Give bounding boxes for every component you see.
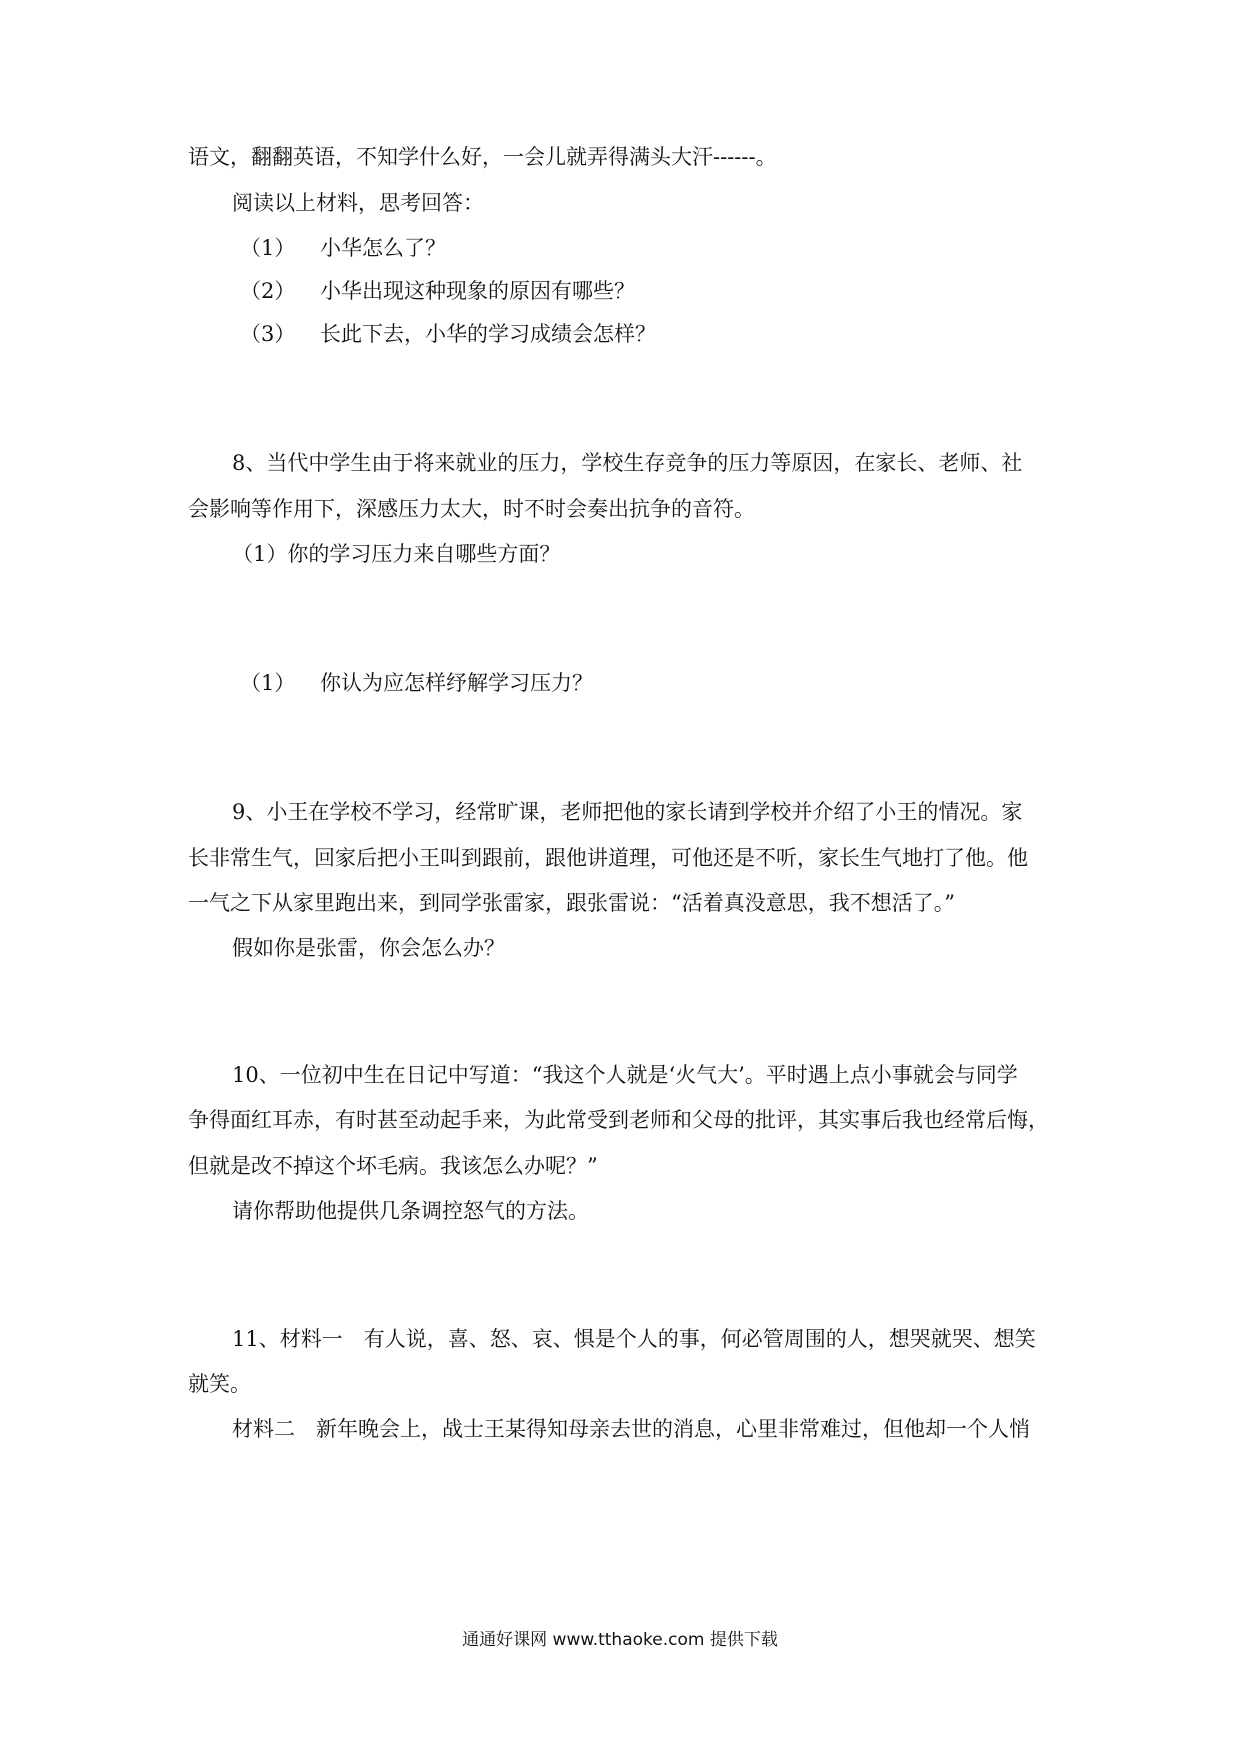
question-text: 小华怎么了？ bbox=[320, 236, 446, 260]
q10-line-3: 但就是改不掉这个坏毛病。我该怎么办呢？” bbox=[188, 1154, 598, 1178]
q9-line-1: 9、小王在学校不学习，经常旷课，老师把他的家长请到学校并介绍了小王的情况。家 bbox=[232, 800, 1023, 824]
q9-line-3: 一气之下从家里跑出来，到同学张雷家，跟张雷说：“活着真没意思，我不想活了。” bbox=[188, 891, 955, 915]
question-number: （3） bbox=[240, 322, 296, 346]
q8-subquestion-1: （1）你的学习压力来自哪些方面？ bbox=[232, 542, 561, 566]
q8-subquestion-2-number: （1） bbox=[240, 671, 296, 695]
question-text: 长此下去，小华的学习成绩会怎样？ bbox=[320, 322, 656, 346]
q10-line-2: 争得面红耳赤，有时甚至动起手来，为此常受到老师和父母的批评，其实事后我也经常后悔， bbox=[188, 1108, 1049, 1132]
q9-line-2: 长非常生气，回家后把小王叫到跟前，跟他讲道理，可他还是不听，家长生气地打了他。他 bbox=[188, 846, 1028, 870]
intro-prompt: 阅读以上材料，思考回答： bbox=[232, 191, 484, 215]
q10-question: 请你帮助他提供几条调控怒气的方法。 bbox=[232, 1199, 589, 1223]
q8-line-2: 会影响等作用下，深感压力太大，时不时会奏出抗争的音符。 bbox=[188, 497, 755, 521]
question-number: （2） bbox=[240, 279, 296, 303]
intro-continuation-line: 语文，翻翻英语，不知学什么好，一会儿就弄得满头大汗------。 bbox=[188, 145, 777, 169]
q11-line-2: 就笑。 bbox=[188, 1372, 251, 1396]
q11-line-3: 材料二 新年晚会上，战士王某得知母亲去世的消息，心里非常难过，但他却一个人悄 bbox=[232, 1417, 1030, 1441]
q8-subquestion-2-text: 你认为应怎样纾解学习压力？ bbox=[320, 671, 593, 695]
q9-question: 假如你是张雷，你会怎么办？ bbox=[232, 936, 505, 960]
page-footer: 通通好课网 www.tthaoke.com 提供下载 bbox=[462, 1630, 778, 1650]
question-number: （1） bbox=[240, 236, 296, 260]
q8-line-1: 8、当代中学生由于将来就业的压力，学校生存竞争的压力等原因，在家长、老师、社 bbox=[232, 451, 1023, 475]
q11-line-1: 11、材料一 有人说，喜、怒、哀、惧是个人的事，何必管周围的人，想哭就哭、想笑 bbox=[232, 1327, 1036, 1351]
question-text: 小华出现这种现象的原因有哪些？ bbox=[320, 279, 635, 303]
q10-line-1: 10、一位初中生在日记中写道：“我这个人就是‘火气大’。平时遇上点小事就会与同学 bbox=[232, 1063, 1018, 1087]
